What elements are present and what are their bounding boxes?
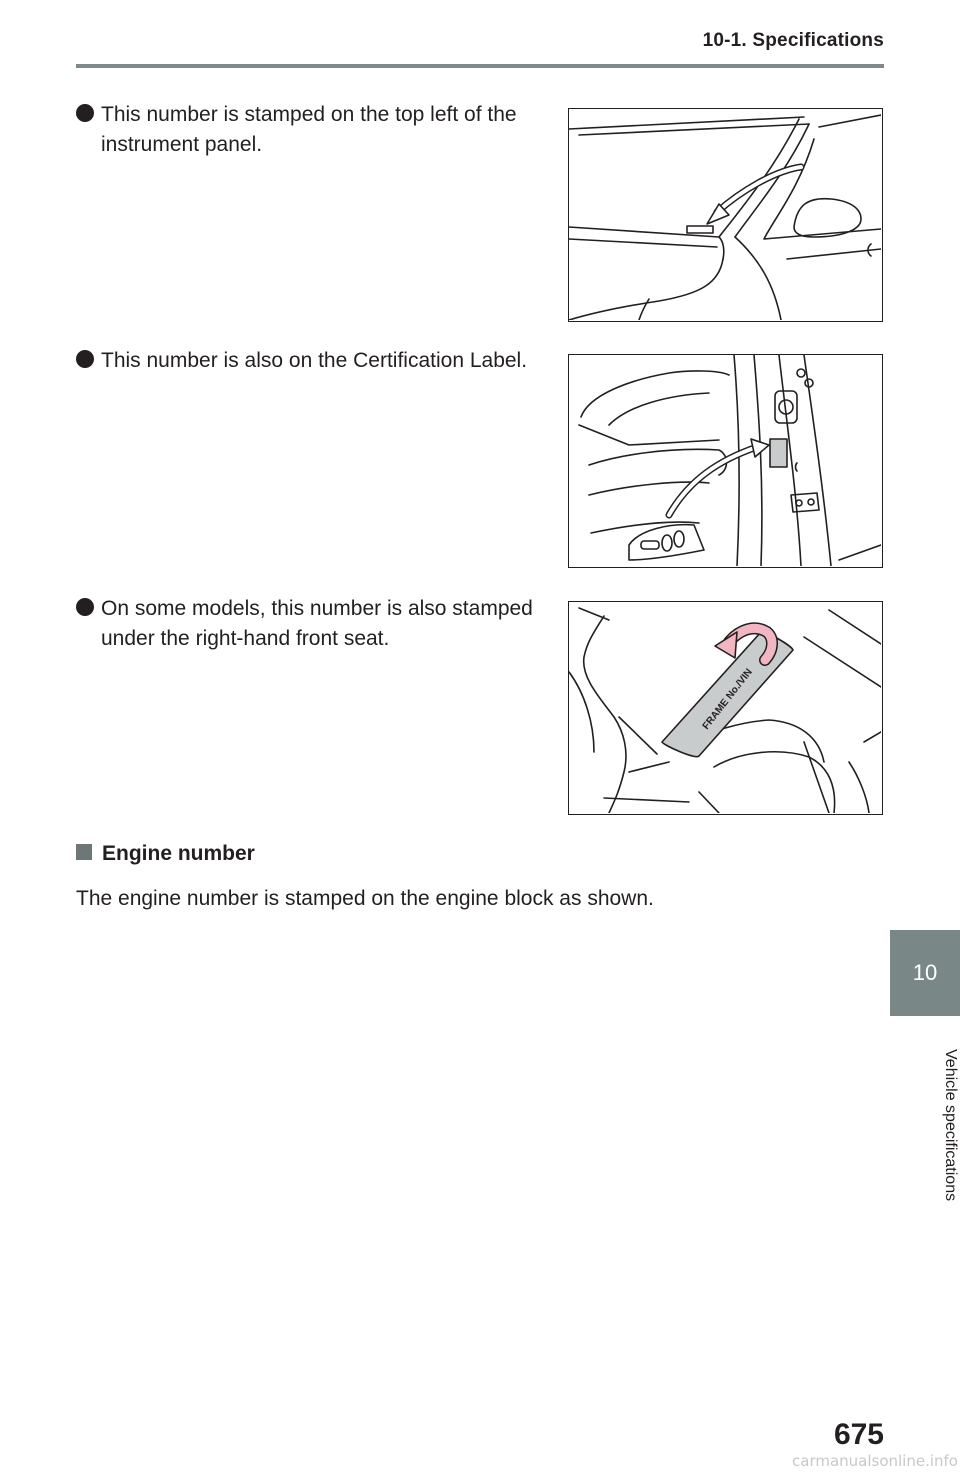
chapter-number: 10 xyxy=(912,960,938,985)
heading-square-icon xyxy=(76,844,92,860)
bullet-instrument-panel xyxy=(76,100,556,160)
chapter-tab xyxy=(890,930,960,1016)
engine-number-heading xyxy=(76,842,255,866)
bullet-text: On some models, this number is also stamped under the right-hand front seat. xyxy=(101,597,533,650)
chapter-side-label: Vehicle specifications xyxy=(942,1048,959,1202)
figure-certification-label xyxy=(568,354,883,568)
bullet-dot-icon xyxy=(76,598,94,616)
frame-plate-label: FRAME No./VIN xyxy=(700,666,755,732)
bullet-under-seat xyxy=(76,594,556,654)
figure-under-seat xyxy=(568,601,883,815)
page-number: 675 xyxy=(833,1418,884,1451)
bullet-dot-icon xyxy=(76,350,94,368)
door-pillar-illustration xyxy=(569,355,881,566)
bullet-certification-label xyxy=(76,346,556,376)
figure-instrument-panel xyxy=(568,108,883,322)
watermark-text: carmanualsonline.info xyxy=(792,1452,958,1470)
bullet-text: This number is stamped on the top left of the instrument panel. xyxy=(101,103,517,156)
heading-text: Engine number xyxy=(102,842,255,865)
header-divider xyxy=(76,64,884,68)
engine-number-description: The engine number is stamped on the engine block as shown. xyxy=(76,887,654,910)
section-title: 10-1. Specifications xyxy=(702,30,884,51)
under-seat-illustration xyxy=(569,602,881,813)
instrument-panel-illustration xyxy=(569,109,881,320)
bullet-text: This number is also on the Certification Label. xyxy=(101,349,528,372)
bullet-dot-icon xyxy=(76,104,94,122)
